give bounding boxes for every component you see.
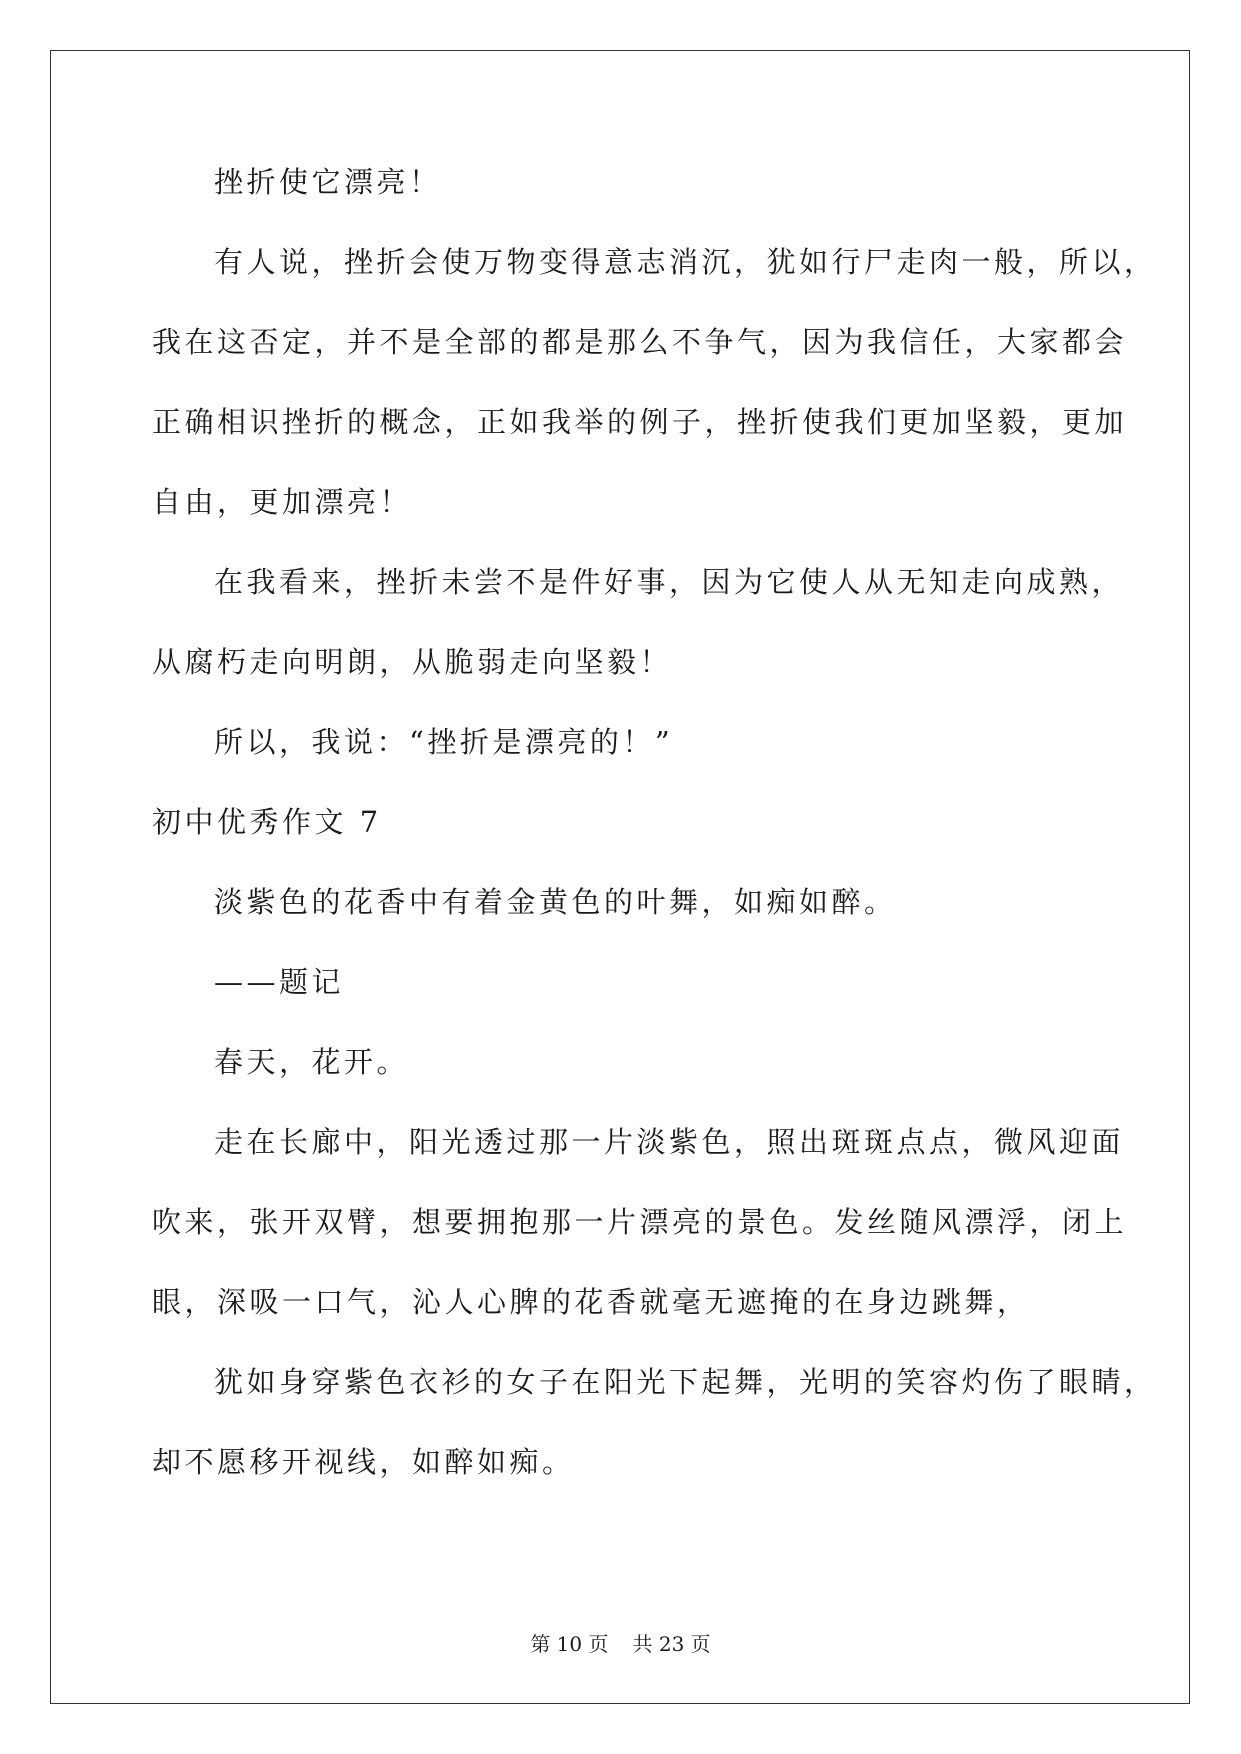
page-total: 共 23 页 [632, 1632, 711, 1656]
paragraph-line: 走在长廊中，阳光透过那一片淡紫色，照出斑斑点点，微风迎面 [214, 1125, 1125, 1159]
paragraph-line: 却不愿移开视线，如醉如痴。 [152, 1445, 575, 1479]
paragraph-line: 有人说，挫折会使万物变得意志消沉，犹如行尸走肉一般，所以， [214, 245, 1157, 279]
page-footer [0, 1628, 1241, 1657]
paragraph-line: 春天，花开。 [214, 1045, 410, 1079]
page-number: 第 10 页 [530, 1632, 609, 1656]
paragraph-line: 在我看来，挫折未尝不是件好事，因为它使人从无知走向成熟， [214, 565, 1125, 599]
document-body [152, 160, 1157, 1520]
paragraph-line: 挫折使它漂亮！ [214, 165, 442, 199]
paragraph-line: 正确相识挫折的概念，正如我举的例子，挫折使我们更加坚毅，更加 [152, 405, 1128, 439]
paragraph-line: 淡紫色的花香中有着金黄色的叶舞，如痴如醉。 [214, 885, 897, 919]
paragraph-line: 所以，我说：“挫折是漂亮的！” [214, 725, 674, 759]
section-heading: 初中优秀作文 7 [152, 805, 382, 839]
paragraph-line: 从腐朽走向明朗，从脆弱走向坚毅！ [152, 645, 673, 679]
paragraph-line: 自由，更加漂亮！ [152, 485, 413, 519]
paragraph-line: 吹来，张开双臂，想要拥抱那一片漂亮的景色。发丝随风漂浮，闭上 [152, 1205, 1128, 1239]
paragraph-line: 犹如身穿紫色衣衫的女子在阳光下起舞，光明的笑容灼伤了眼睛， [214, 1365, 1157, 1399]
epigraph-attribution: ——题记 [214, 965, 345, 999]
paragraph-line: 眼，深吸一口气，沁人心脾的花香就毫无遮掩的在身边跳舞， [152, 1285, 1030, 1319]
paragraph-line: 我在这否定，并不是全部的都是那么不争气，因为我信任，大家都会 [152, 325, 1128, 359]
